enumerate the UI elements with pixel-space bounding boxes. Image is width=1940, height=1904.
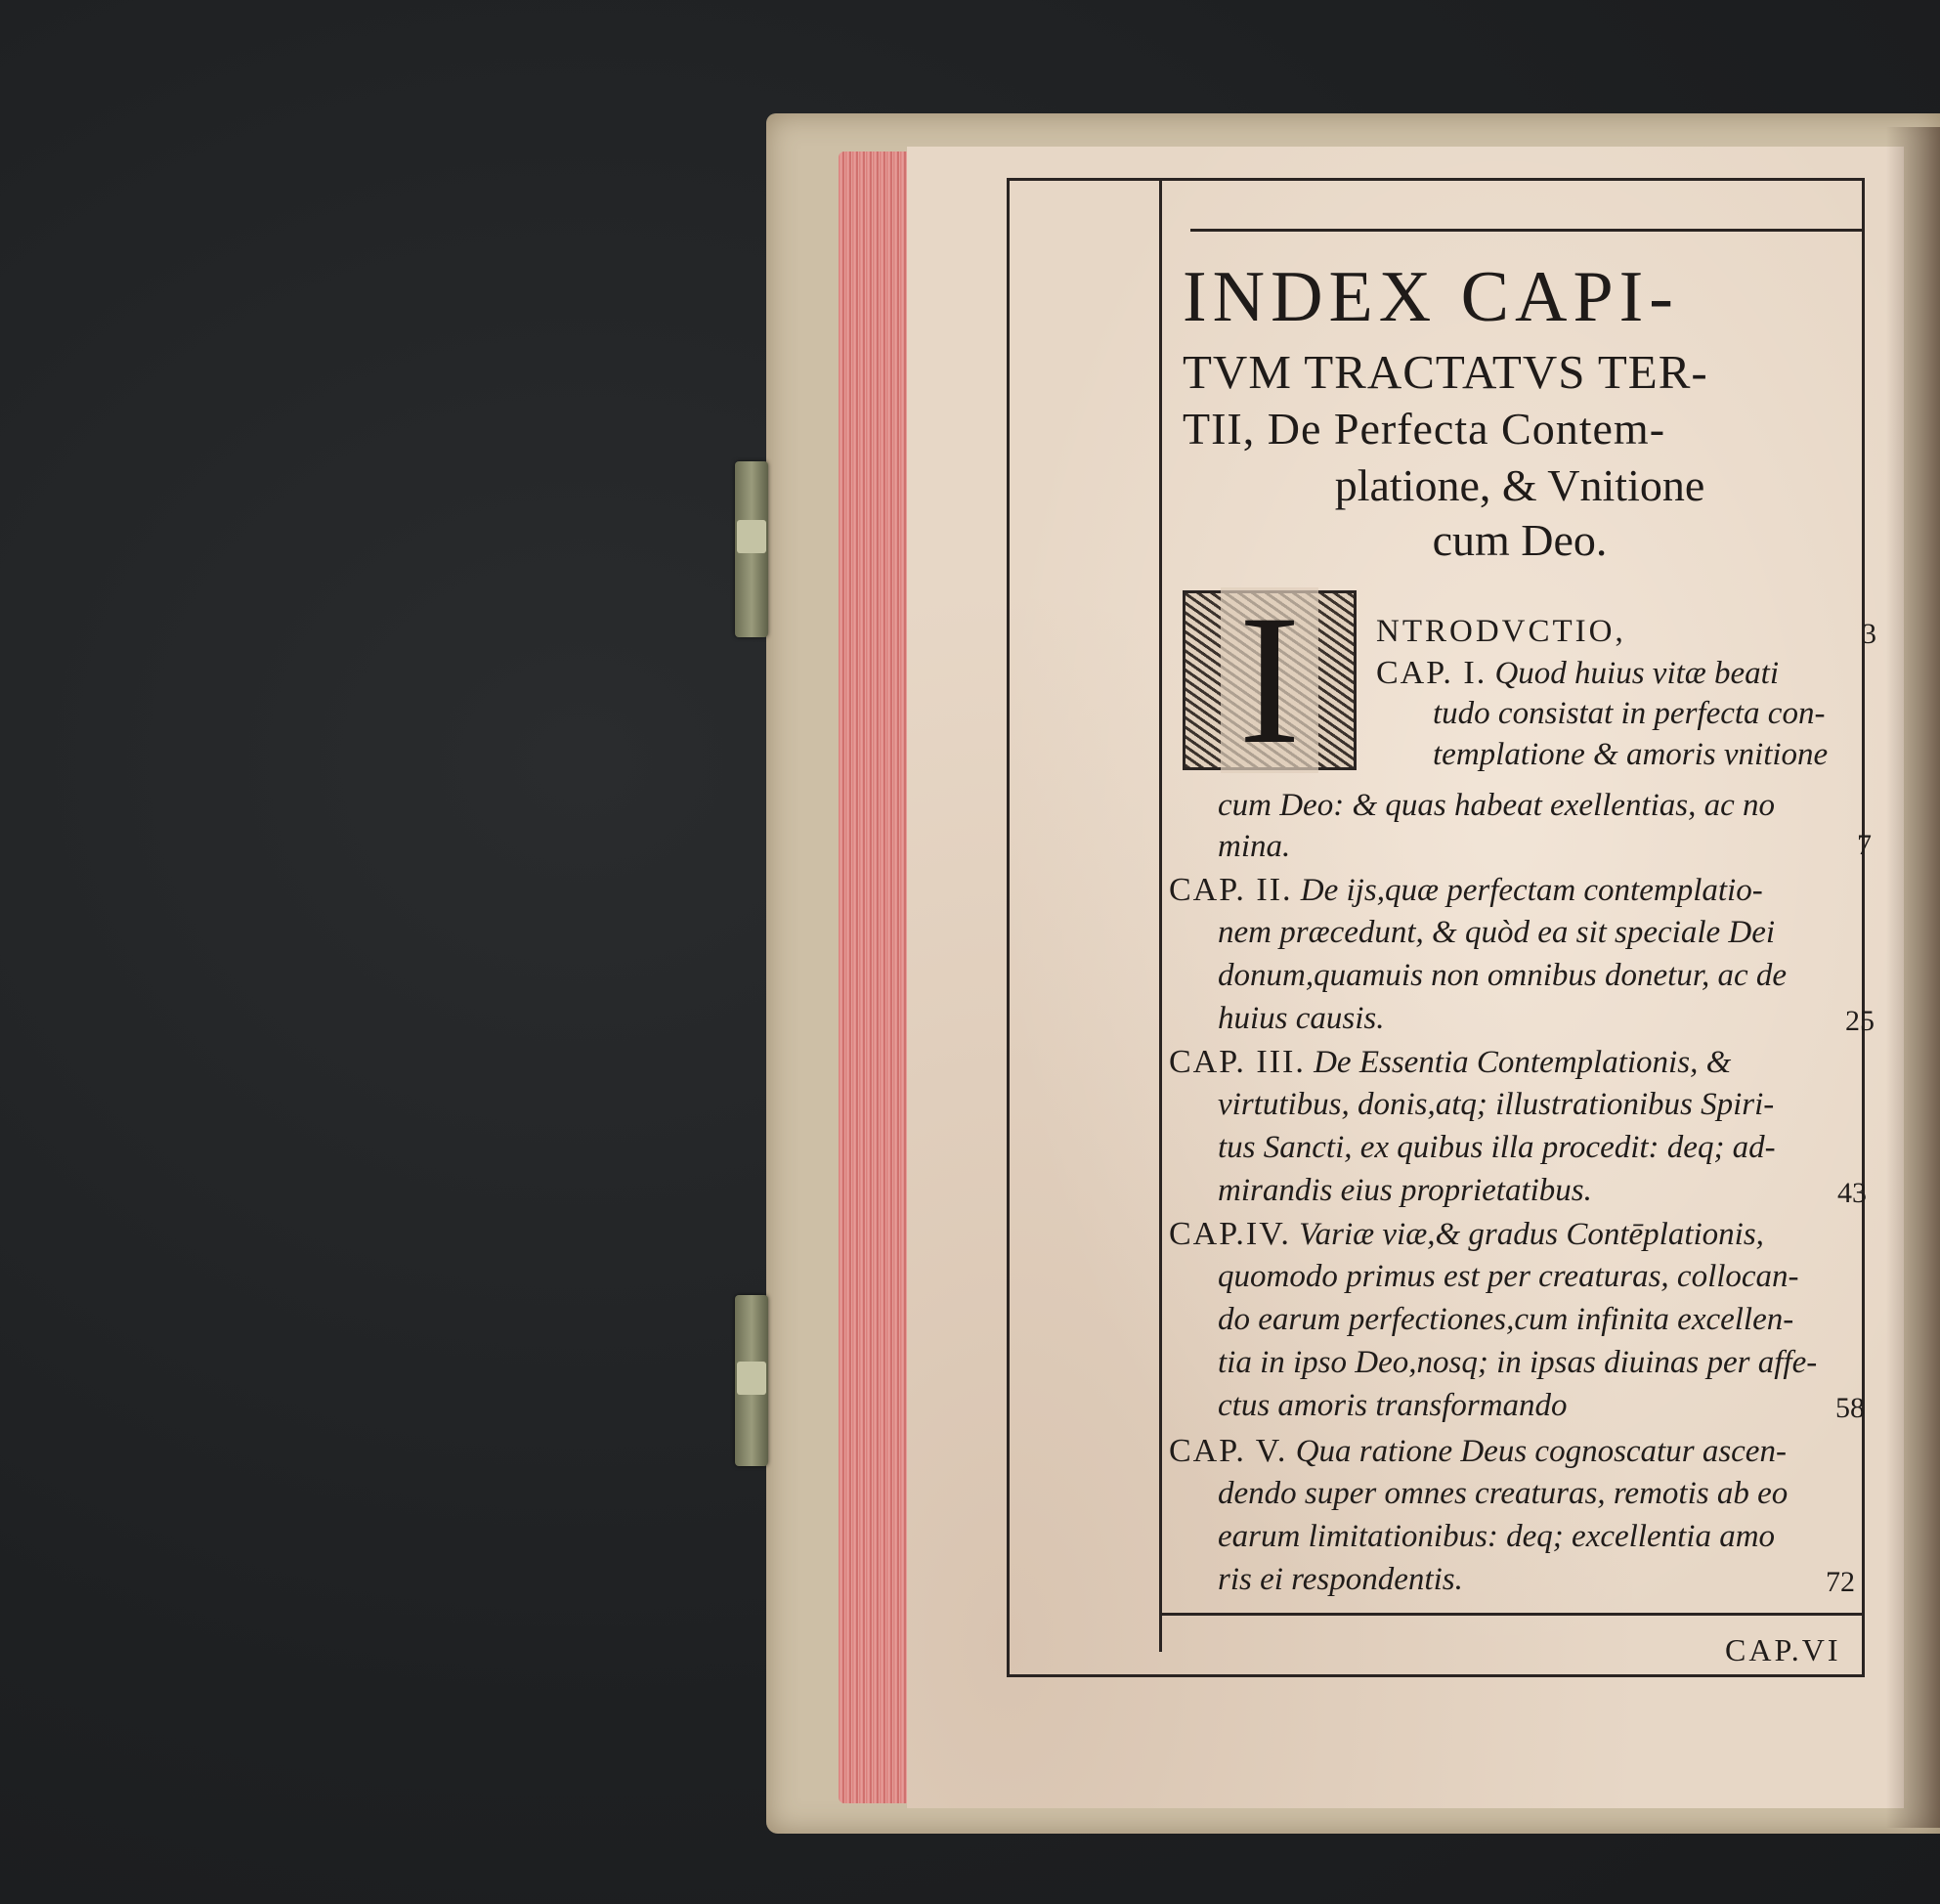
bottom-rule (1159, 1613, 1865, 1616)
entry-text: NTRODVCTIO, (1376, 614, 1626, 649)
spine-shadow (1886, 127, 1940, 1828)
initial-letter: I (1221, 587, 1317, 773)
title-line-1: INDEX CAPI- (1183, 257, 1679, 337)
title-line-3: TII, De Perfecta Contem- (1183, 404, 1666, 454)
entry-line: huius causis. (1218, 1001, 1385, 1036)
page-number: 43 (1837, 1177, 1867, 1209)
entry-line: mirandis eius proprietatibus. (1218, 1173, 1592, 1208)
entry-line: tudo consistat in perfecta con- (1433, 696, 1826, 731)
title-rule (1190, 229, 1865, 232)
page-number: 7 (1857, 829, 1872, 861)
chapter-label: CAP. I. (1376, 655, 1487, 691)
page-number: 58 (1835, 1392, 1865, 1424)
entry-line: virtutibus, donis,atq; illustrationibus Spiri- (1218, 1087, 1775, 1122)
entry-line: nem præcedunt, & quòd ea sit speciale Dei (1218, 915, 1776, 950)
book-clasp-bottom (735, 1295, 768, 1466)
page-number: 25 (1845, 1005, 1875, 1037)
clasp-hinge-icon (737, 520, 766, 553)
entry-cap-5 (1169, 1433, 1787, 1470)
page-number: 3 (1862, 618, 1876, 650)
entry-cap-4 (1169, 1216, 1764, 1253)
clasp-hinge-icon (737, 1362, 766, 1395)
entry-line: tia in ipso Deo,nosq; in ipsas diuinas per affe- (1218, 1345, 1818, 1380)
entry-text: De Essentia Contemplationis, & (1314, 1045, 1732, 1080)
chapter-label: CAP. V. (1169, 1433, 1288, 1469)
entry-cap-3 (1169, 1044, 1731, 1081)
title-line-5: cum Deo. (1432, 515, 1608, 565)
entry-text: De ijs,quæ perfectam contemplatio- (1300, 873, 1763, 908)
page-number: 72 (1826, 1566, 1855, 1598)
entry-line: mina. (1218, 829, 1291, 864)
entry-text: Quod huius vitæ beati (1494, 656, 1780, 691)
entry-line: tus Sancti, ex quibus illa procedit: deq; ad- (1218, 1130, 1776, 1165)
entry-line: ctus amoris transformando (1218, 1388, 1568, 1423)
entry-line: templatione & amoris vnitione (1433, 737, 1829, 772)
entry-introductio (1376, 614, 1626, 650)
chapter-label: CAP.IV. (1169, 1216, 1291, 1252)
title-line-4: platione, & Vnitione (1334, 460, 1705, 510)
entry-line: earum limitationibus: deq; excellentia amo (1218, 1519, 1776, 1554)
entry-line: donum,quamuis non omnibus donetur, ac de (1218, 958, 1788, 993)
top-rule (1007, 178, 1865, 181)
entry-line: quomodo primus est per creaturas, collocan- (1218, 1259, 1799, 1294)
entry-cap-1 (1376, 655, 1779, 692)
entry-line: do earum perfectiones,cum infinita excellen- (1218, 1302, 1794, 1337)
red-page-edges (839, 151, 909, 1803)
entry-text: Qua ratione Deus cognoscatur ascen- (1295, 1434, 1787, 1469)
book-clasp-top (735, 461, 768, 637)
entry-line: dendo super omnes creaturas, remotis ab eo (1218, 1476, 1789, 1511)
decorated-initial-i (1183, 578, 1357, 783)
entry-line: ris ei respondentis. (1218, 1562, 1463, 1597)
entry-cap-2 (1169, 872, 1763, 909)
title-line-2: TVM TRACTATVS TER- (1183, 345, 1708, 399)
catchword: CAP.VI (1725, 1632, 1841, 1667)
entry-line: cum Deo: & quas habeat exellentias, ac no (1218, 788, 1776, 823)
chapter-label: CAP. III. (1169, 1044, 1306, 1080)
chapter-label: CAP. II. (1169, 872, 1293, 908)
entry-text: Variæ viæ,& gradus Contēplationis, (1299, 1217, 1764, 1252)
